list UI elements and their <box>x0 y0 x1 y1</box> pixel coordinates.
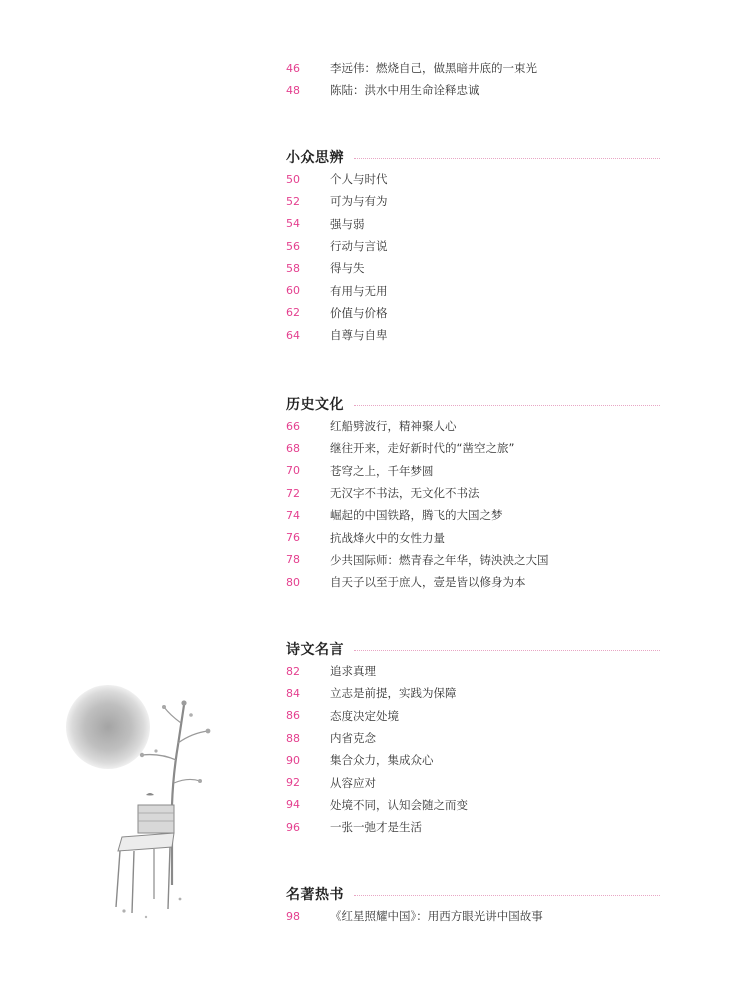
toc-entry[interactable] <box>286 482 660 504</box>
dotted-divider <box>354 158 660 159</box>
dotted-divider <box>354 895 660 896</box>
entry-title: 无汉字不书法，无文化不书法 <box>330 486 480 501</box>
toc-entry[interactable] <box>286 549 660 571</box>
entry-title: 追求真理 <box>330 664 376 679</box>
page-number: 98 <box>286 909 300 923</box>
section-title: 小众思辨 <box>286 150 344 166</box>
page-number: 92 <box>286 776 300 790</box>
toc-entry[interactable] <box>286 257 660 279</box>
section-title: 历史文化 <box>286 397 344 413</box>
toc-entry[interactable] <box>286 705 660 727</box>
toc-entry[interactable] <box>286 415 660 437</box>
dotted-divider <box>354 405 660 406</box>
entry-title: 崛起的中国铁路，腾飞的大国之梦 <box>330 508 503 523</box>
toc-entry[interactable] <box>286 727 660 749</box>
entry-title: 价值与价格 <box>330 305 388 320</box>
toc-entry[interactable] <box>286 504 660 526</box>
entry-title: 自天子以至于庶人，壹是皆以修身为本 <box>330 575 526 590</box>
entry-title: 态度决定处境 <box>330 708 399 723</box>
toc-entry[interactable] <box>286 771 660 793</box>
toc-entry[interactable] <box>286 526 660 548</box>
entry-title: 处境不同，认知会随之而变 <box>330 797 468 812</box>
entry-title: 个人与时代 <box>330 172 388 187</box>
page-number: 62 <box>286 306 300 320</box>
entry-title: 自尊与自卑 <box>330 328 388 343</box>
section-header <box>286 146 660 168</box>
toc-section-debate <box>286 146 660 346</box>
page-number: 78 <box>286 553 300 567</box>
entry-list <box>286 660 660 838</box>
entry-title: 内省克念 <box>330 731 376 746</box>
moon-shape <box>66 685 150 769</box>
toc-entry[interactable] <box>286 905 660 927</box>
entry-title: 强与弱 <box>330 216 365 231</box>
page-number: 72 <box>286 486 300 500</box>
chair-tree-moon-illustration <box>60 685 235 925</box>
toc-section-continued <box>286 57 660 102</box>
toc-entry[interactable] <box>286 279 660 301</box>
page-number: 82 <box>286 664 300 678</box>
toc-entry[interactable] <box>286 660 660 682</box>
section-header <box>286 638 660 660</box>
entry-title: 立志是前提，实践为保障 <box>330 686 457 701</box>
page-number: 90 <box>286 753 300 767</box>
branch-shape <box>172 705 184 885</box>
toc-entry[interactable] <box>286 79 660 101</box>
toc-section-famous-books <box>286 883 660 927</box>
entry-title: 得与失 <box>330 261 365 276</box>
page-number: 64 <box>286 328 300 342</box>
page-number: 66 <box>286 419 300 433</box>
page-number: 56 <box>286 239 300 253</box>
toc-entry[interactable] <box>286 235 660 257</box>
toc-entry[interactable] <box>286 749 660 771</box>
page-number: 86 <box>286 709 300 723</box>
page-number: 70 <box>286 464 300 478</box>
entry-title: 集合众力，集成众心 <box>330 753 434 768</box>
entry-list <box>286 168 660 346</box>
entry-title: 抗战烽火中的女性力量 <box>330 530 445 545</box>
toc-entry[interactable] <box>286 190 660 212</box>
page-number: 96 <box>286 820 300 834</box>
section-header <box>286 393 660 415</box>
toc-entry[interactable] <box>286 57 660 79</box>
toc-entry[interactable] <box>286 571 660 593</box>
page-number: 52 <box>286 194 300 208</box>
page-number: 60 <box>286 284 300 298</box>
entry-title: 《红星照耀中国》：用西方眼光讲中国故事 <box>330 909 543 924</box>
entry-list <box>286 57 660 102</box>
entry-title: 少共国际师：燃青春之年华，铸泱泱之大国 <box>330 552 549 567</box>
entry-title: 有用与无用 <box>330 283 388 298</box>
toc-entry[interactable] <box>286 324 660 346</box>
entry-title: 从容应对 <box>330 775 376 790</box>
page-number: 84 <box>286 686 300 700</box>
toc-section-poetry-quotes <box>286 638 660 838</box>
page-number: 46 <box>286 61 300 75</box>
section-title: 诗文名言 <box>286 642 344 658</box>
bird-shape <box>146 793 154 796</box>
toc-entry[interactable] <box>286 794 660 816</box>
dotted-divider <box>354 650 660 651</box>
entry-list <box>286 415 660 593</box>
page-number: 68 <box>286 441 300 455</box>
entry-title: 继往开来，走好新时代的“凿空之旅” <box>330 441 515 456</box>
page-number: 58 <box>286 261 300 275</box>
page-number: 74 <box>286 508 300 522</box>
chair-shape <box>138 805 174 833</box>
toc-entry[interactable] <box>286 213 660 235</box>
page-number: 94 <box>286 798 300 812</box>
toc-entry[interactable] <box>286 816 660 838</box>
entry-title: 红船劈波行，精神聚人心 <box>330 419 457 434</box>
section-header <box>286 883 660 905</box>
entry-title: 李远伟：燃烧自己，做黑暗井底的一束光 <box>330 61 537 76</box>
page-number: 88 <box>286 731 300 745</box>
toc-entry[interactable] <box>286 437 660 459</box>
page-number: 54 <box>286 217 300 231</box>
toc-section-history-culture <box>286 393 660 593</box>
entry-list <box>286 905 660 927</box>
entry-title: 陈陆：洪水中用生命诠释忠诚 <box>330 83 480 98</box>
entry-title: 可为与有为 <box>330 194 388 209</box>
toc-entry[interactable] <box>286 682 660 704</box>
page-number: 48 <box>286 83 300 97</box>
page-number: 76 <box>286 531 300 545</box>
section-title: 名著热书 <box>286 887 344 903</box>
page-number: 50 <box>286 172 300 186</box>
toc-entry[interactable] <box>286 460 660 482</box>
toc-entry[interactable] <box>286 168 660 190</box>
toc-entry[interactable] <box>286 302 660 324</box>
entry-title: 一张一弛才是生活 <box>330 820 422 835</box>
page-number: 80 <box>286 575 300 589</box>
entry-title: 苍穹之上，千年梦圆 <box>330 463 434 478</box>
entry-title: 行动与言说 <box>330 239 388 254</box>
